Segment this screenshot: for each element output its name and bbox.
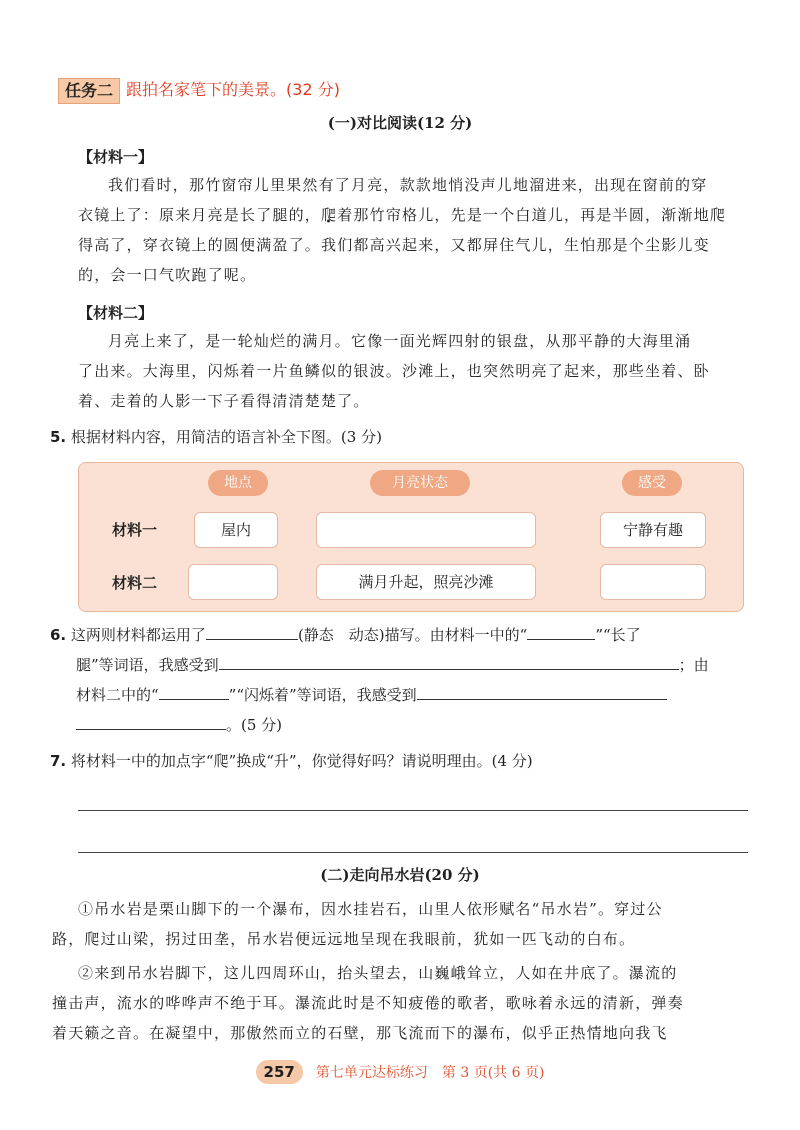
question-number: 6. [50,626,67,644]
cell-state-1-input[interactable] [316,512,536,548]
dotted-character: 爬 [321,206,338,224]
material-two-line: 了出来。大海里，闪烁着一片鱼鳞似的银波。沙滩上，也突然明亮了起来，那些坐着、卧 [78,362,710,380]
blank-feeling-2-cont[interactable] [76,711,226,730]
question-6-line [50,710,750,740]
header-moon-state: 月亮状态 [370,470,470,496]
question-text: 根据材料内容，用简洁的语言补全下图。(3 分) [70,428,382,446]
paragraph-line: ①吊水岩是栗山脚下的一个瀑布，因水挂岩石，山里人依形赋名“吊水岩”。穿过公 [78,900,663,918]
question-text: 。(5 分) [226,716,283,734]
section-title-comparative-reading: (一)对比阅读(12 分) [327,114,473,132]
section2-text [52,894,748,1048]
task-label: 任务二 [58,78,120,104]
answer-line[interactable] [78,852,748,853]
page-footer [0,1060,800,1084]
blank-feeling-1[interactable] [219,651,679,670]
material-one-line: 得高了，穿衣镜上的圆便满盈了。我们都高兴起来，又都屏住气儿，生怕那是个尘影儿变 [78,236,710,254]
material-one-line: 我们看时，那竹窗帘儿里果然有了月亮，款款地悄没声儿地溜进来，出现在窗前的穿 [108,176,708,194]
question-text: ”“长了 [595,626,641,644]
material-two-line: 月亮上来了，是一轮灿烂的满月。它像一面光辉四射的银盘，从那平静的大海里涌 [108,332,692,350]
row-label-material-two: 材料二 [112,574,158,592]
paragraph-line: ②来到吊水岩脚下，这儿四周环山，抬头望去，山巍峨耸立，人如在井底了。瀑流的 [78,964,678,982]
question-text: 腿”等词语，我感受到 [76,656,219,674]
blank-word-2[interactable] [159,681,229,700]
header-place: 地点 [208,470,268,496]
page-number: 257 [256,1060,303,1084]
row-label-material-one: 材料一 [112,521,158,539]
question-number: 5. [50,428,67,446]
question-6 [50,620,750,740]
cell-place-1: 屋内 [194,512,278,548]
question-6-line [50,680,750,710]
header-feeling: 感受 [622,470,682,496]
paragraph-line: 路，爬过山梁，拐过田垄，吊水岩便远远地呈现在我眼前，犹如一匹飞动的白布。 [52,930,636,948]
material-one-line-segment: 衣镜上了：原来月亮是长了腿的， [78,206,322,224]
question-text: 这两则材料都运用了 [70,626,206,644]
material-two-label: 【材料二】 [78,304,154,322]
paragraph-line: 撞击声，流水的哗哗声不绝于耳。瀑流此时是不知疲倦的歌者，歌咏着永远的清新，弹奏 [52,994,684,1012]
footer-text: 第七单元达标练习 第 3 页(共 6 页) [315,1065,545,1081]
question-6-line [50,650,750,680]
blank-description-type[interactable] [206,621,298,640]
question-text: ”“闪烁着”等词语，我感受到 [228,686,417,704]
blank-feeling-2[interactable] [417,681,667,700]
task-title: 跟拍名家笔下的美景。(32 分) [126,80,340,99]
paragraph-line: 着天籁之音。在凝望中，那傲然而立的石壁，那飞流而下的瀑布，似乎正热情地向我飞 [52,1024,668,1042]
question-7 [50,746,533,776]
material-one-text [78,170,748,290]
section-title-diaoshuiyan: (二)走向吊水岩(20 分) [320,866,480,884]
cell-feeling-1: 宁静有趣 [600,512,706,548]
question-5 [50,422,382,452]
cell-place-2-input[interactable] [188,564,278,600]
material-two-line: 着、走着的人影一下子看得清清楚楚了。 [78,392,370,410]
material-one-line-segment: 着那竹帘格儿，先是一个白道儿，再是半圆，渐渐地爬 [337,206,727,224]
material-one-line [78,200,748,230]
material-one-line: 的，会一口气吹跑了呢。 [78,266,257,284]
question-text: 将材料一中的加点字“爬”换成“升”，你觉得好吗？请说明理由。(4 分) [70,752,533,770]
cell-feeling-2-input[interactable] [600,564,706,600]
question-number: 7. [50,752,67,770]
cell-state-2: 满月升起，照亮沙滩 [316,564,536,600]
question-text: 材料二中的“ [76,686,159,704]
question-text: ；由 [678,656,709,674]
question-text: (静态 动态)描写。由材料一中的“ [297,626,528,644]
material-one-label: 【材料一】 [78,148,154,166]
blank-word-1[interactable] [527,621,595,640]
question-6-line [50,620,750,650]
answer-line[interactable] [78,810,748,811]
material-two-text [78,326,748,416]
